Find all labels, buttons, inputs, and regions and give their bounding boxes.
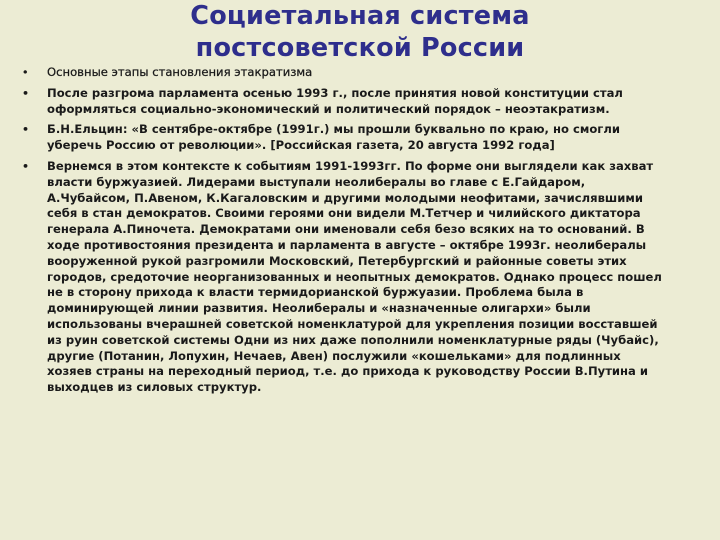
bullet-item-yeltsin-quote bbox=[22, 122, 662, 154]
slide-title-line-2: постсоветской России bbox=[195, 33, 525, 63]
bullet-marker: • bbox=[22, 66, 29, 79]
bullet-item-neoetacratism bbox=[22, 86, 662, 118]
bullet-marker: • bbox=[22, 159, 30, 173]
slide-title-line-1: Социетальная система bbox=[190, 1, 530, 31]
bullet-list bbox=[22, 65, 662, 401]
slide-title bbox=[60, 0, 660, 64]
bullet-text: Основные этапы становления этакратизма bbox=[47, 65, 313, 79]
bullet-text: Вернемся в этом контексте к событиям 1991-1993гг. По форме они выглядели как захват власти буржуазией. Лидерами выступали неолибералы во главе с Е.Гайдаром, А.Чубайсом, П.Авеном, К.Кагаловским и другими молодыми неофитами, зачислявшими себя в стан демократов. Своими героями они видели М.Тетчер и чилийского диктатора генерала А.Пиночета. Демократами они именовали себя безо всяких на то оснований. В ходе противостояния президента и парламента в августе – октябре 1993г. неолибералы вооруженной рукой разгромили Московский, Петербургский и районные советы этих городов, средоточие неорганизованных и неопытных демократов. Однако процесс пошел не в сторону прихода к власти термидорианской буржуазии. Проблема была в доминирующей линии развития. Неолибералы и «назначенные олигархи» были использованы вчерашней советской номенклатурой для укрепления позиции восставшей из руин советской системы Одни из них даже пополнили номенклатурные ряды (Чубайс), другие (Потанин, Лопухин, Нечаев, Авен) послужили «кошельками» для подлинных хозяев страны на переходный период, т.е. до прихода к руководству России В.Путина и выходцев из силовых структур. bbox=[47, 158, 662, 395]
bullet-marker: • bbox=[22, 123, 30, 137]
bullet-item-1991-1993-events bbox=[22, 159, 662, 396]
bullet-item-stages bbox=[22, 65, 662, 81]
bullet-marker: • bbox=[22, 86, 30, 100]
bullet-text: Б.Н.Ельцин: «В сентябре-октябре (1991г.) мы прошли буквально по краю, но смогли уберечь Россию от революции». [Российская газета, 20 августа 1992 года] bbox=[47, 122, 620, 153]
bullet-text: После разгрома парламента осенью 1993 г., после принятия новой конституции стал оформляться социально-экономический и политический порядок – неоэтакратизм. bbox=[47, 85, 623, 116]
